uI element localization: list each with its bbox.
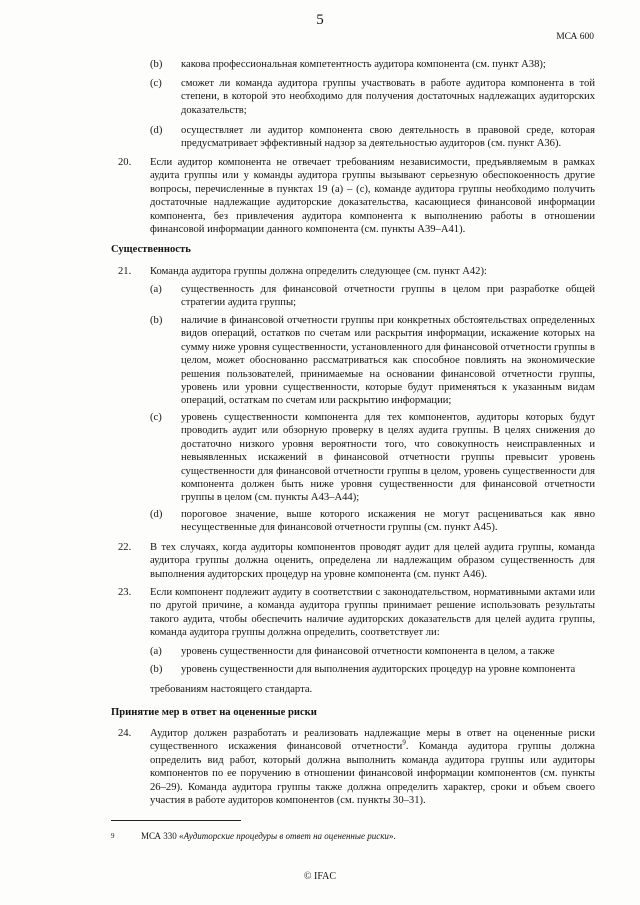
footnote-prefix: МСА 330 « — [141, 831, 184, 841]
item-text: наличие в финансовой отчетности группы при конкретных обстоятельствах определенных видов операций, остатков по счетам или раскрытия информации, искажение которых на сумму ниже уровня существенности, установленного для финансовой отчетности группы в целом, может обоснованно рассматриваться как способное повлиять на экономические решения пользователей, принимаемые на основании финансовой отчетности группы, уровень или уровни существенности, которые будут применяться к указанным видам операций, остаткам по счетам или раскрытию информации; — [181, 315, 595, 407]
standard-code: МСА 600 — [556, 32, 594, 42]
item-text: уровень существенности для выполнения аудиторских процедур на уровне компонента — [181, 664, 576, 675]
footnote-title: Аудиторские процедуры в ответ на оцененные риски — [183, 831, 389, 841]
item-text: какова профессиональная компетентность аудитора компонента (см. пункт А38); — [181, 59, 546, 70]
item-text: уровень существенности для финансовой отчетности компонента в целом, а также — [181, 646, 555, 657]
item-text: уровень существенности компонента для тех компонентов, аудиторы которых будут проводить аудит или обзорную проверку в целях аудита группы. В целях снижения до достаточно низкого уровня вероятности того, что совокупность неисправленных и невыявленных искажений в финансовой отчетности группы превысит уровень существенности для финансовой отчетности группы в целом, уровень существенности для компонента должен быть ниже уровня существенности для финансовой отчетности группы в целом (см. пункты А43–А44); — [181, 412, 595, 504]
footnote-number: 9 — [111, 832, 115, 840]
paragraph-number: 20. — [118, 157, 132, 168]
item-label: (a) — [150, 284, 162, 295]
paragraph-number: 21. — [118, 266, 132, 277]
item-label: (d) — [150, 125, 163, 136]
footnote-suffix: ». — [388, 831, 396, 841]
footnote-reference[interactable]: 9 — [402, 738, 406, 747]
paragraph-text-part-1: Аудитор должен разработать и реализовать надлежащие меры в ответ на оцененные риски существенного искажения финансовой отчетности — [150, 728, 595, 753]
item-label: (d) — [150, 509, 163, 520]
item-label: (b) — [150, 664, 163, 675]
item-label: (c) — [150, 412, 162, 423]
item-label: (b) — [150, 315, 163, 326]
paragraph-text: Команда аудитора группы должна определить следующее (см. пункт А42): — [150, 266, 487, 277]
section-heading-materiality: Существенность — [111, 244, 191, 255]
item-label: (c) — [150, 78, 162, 89]
paragraph-number: 24. — [118, 728, 132, 739]
paragraph-number: 23. — [118, 587, 132, 598]
item-label: (b) — [150, 59, 163, 70]
paragraph-text — [150, 727, 595, 807]
footnote — [111, 830, 396, 842]
paragraph-text: Если аудитор компонента не отвечает требованиям независимости, предъявляемым в рамках аудита группы или у команды аудитора группы вызывают серьезную обеспокоенность другие вопросы, перечисленные в пунктах 19 (а) – (с), команде аудитора группы необходимо получить достаточные надлежащие аудиторские доказательства, касающиеся финансовой информации компонента, без привлечения аудитора компонента к выполнению работы в отношении финансовой информации данного компонента (см. пункты А39–А41). — [150, 157, 595, 236]
item-text: сможет ли команда аудитора группы участвовать в работе аудитора компонента в той степени, в которой это необходимо для получения достаточных надлежащих аудиторских доказательств; — [181, 78, 595, 116]
page-number: 5 — [316, 12, 324, 28]
copyright-footer: © IFAC — [303, 871, 337, 882]
paragraph-text-part-2: . Команда аудитора группы должна определить вид работ, который должна выполнить команда аудитора группы или аудиторы компонентов по ее поручению в отношении финансовой информации компонентов (см. пункты 26–29). Команда аудитора группы также должна определить характер, сроки и объем своего участия в работе аудиторов компонентов (см. пункты 30–31). — [150, 741, 595, 807]
item-text: пороговое значение, выше которого искажения не могут расцениваться как явно несущественные для финансовой отчетности группы (см. пункт А45). — [181, 509, 595, 534]
item-text: осуществляет ли аудитор компонента свою деятельность в правовой среде, которая предусматривает эффективный надзор за деятельностью аудиторов (см. пункт А36). — [181, 125, 595, 150]
paragraph-23-tail: требованиям настоящего стандарта. — [150, 684, 313, 695]
paragraph-text: Если компонент подлежит аудиту в соответствии с законодательством, нормативными актами или по другой причине, а команда аудитора группы принимает решение использовать результаты такого аудита, чтобы обеспечить наличие аудиторских доказательств для целей аудита группы, команда аудитора группы должна определить, соответствует ли: — [150, 587, 595, 639]
footnote-divider — [111, 820, 241, 821]
paragraph-text: В тех случаях, когда аудиторы компонентов проводят аудит для целей аудита группы, команда аудитора группы должна оценить, определена ли надлежащим образом существенность для выполнения аудиторских процедур на уровне компонента (см. пункт А46). — [150, 542, 595, 580]
item-label: (a) — [150, 646, 162, 657]
item-text: существенность для финансовой отчетности группы в целом при разработке общей стратегии аудита группы; — [181, 284, 595, 309]
section-heading-response: Принятие мер в ответ на оцененные риски — [111, 707, 317, 718]
paragraph-number: 22. — [118, 542, 132, 553]
